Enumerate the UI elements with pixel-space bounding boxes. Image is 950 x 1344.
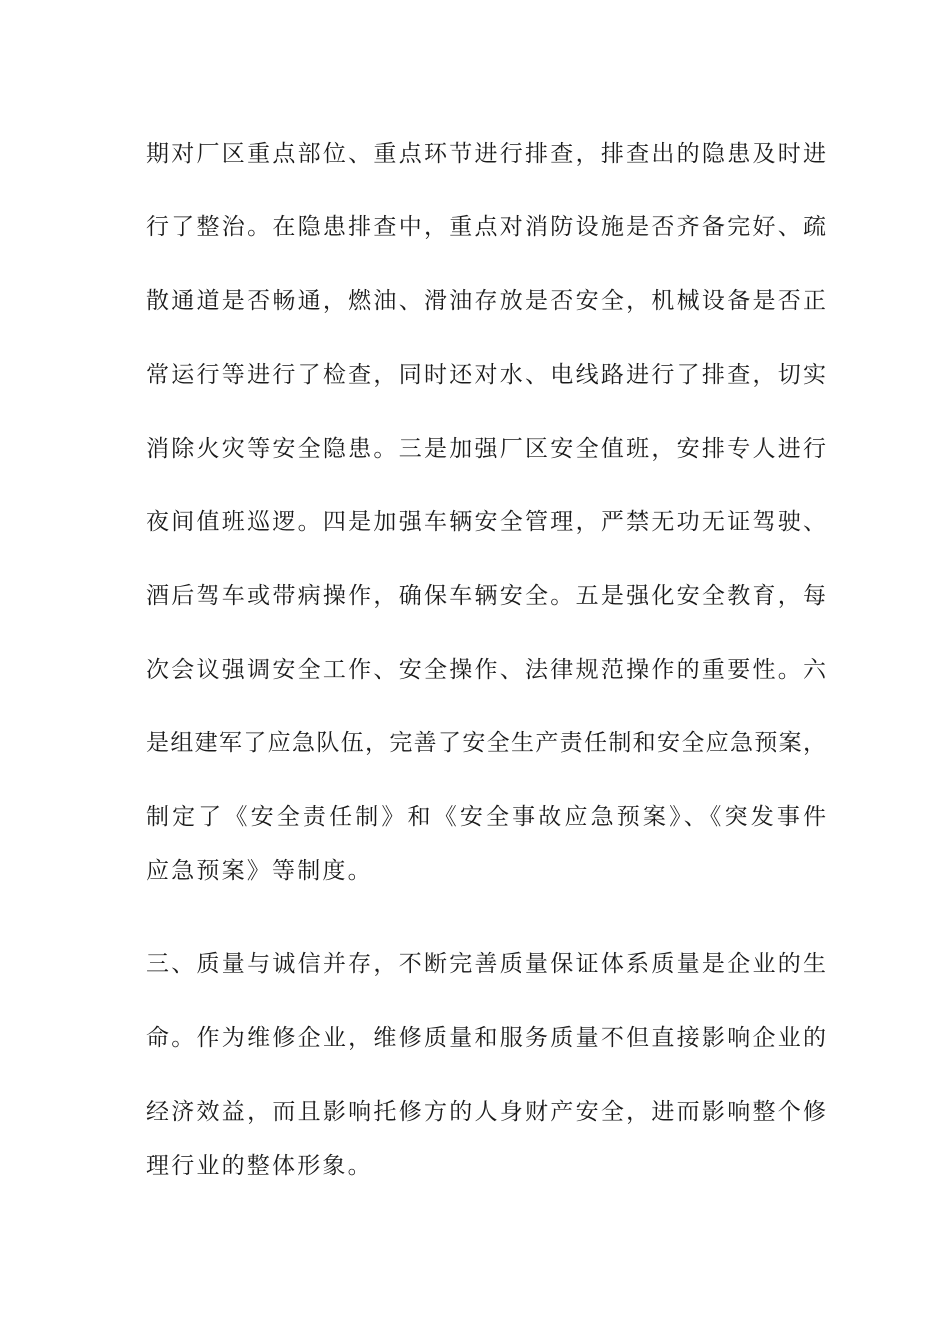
text-line-2: 行了整治。在隐患排查中，重点对消防设施是否齐备完好、疏 (146, 214, 826, 240)
text-line-13: 命。作为维修企业，维修质量和服务质量不但直接影响企业的 (146, 1025, 826, 1051)
section-heading-line: 三、质量与诚信并存，不断完善质量保证体系质量是企业的生 (146, 951, 826, 977)
text-line-7: 酒后驾车或带病操作，确保车辆安全。五是强化安全教育，每 (146, 583, 826, 609)
text-line-6: 夜间值班巡逻。四是加强车辆安全管理，严禁无功无证驾驶、 (146, 509, 826, 535)
text-line-1: 期对厂区重点部位、重点环节进行排查，排查出的隐患及时进 (146, 141, 826, 167)
text-line-8: 次会议强调安全工作、安全操作、法律规范操作的重要性。六 (146, 657, 826, 683)
text-line-10: 制定了《安全责任制》和《安全事故应急预案》、《突发事件 (146, 804, 826, 830)
text-line-4: 常运行等进行了检查，同时还对水、电线路进行了排查，切实 (146, 362, 826, 388)
text-line-9: 是组建军了应急队伍，完善了安全生产责任制和安全应急预案， (146, 730, 826, 756)
text-line-14: 经济效益，而且影响托修方的人身财产安全，进而影响整个修 (146, 1099, 826, 1125)
text-line-3: 散通道是否畅通，燃油、滑油存放是否安全，机械设备是否正 (146, 288, 826, 314)
text-line-11: 应急预案》等制度。 (146, 858, 373, 884)
text-line-15: 理行业的整体形象。 (146, 1153, 373, 1179)
text-line-5: 消除火灾等安全隐患。三是加强厂区安全值班，安排专人进行 (146, 436, 826, 462)
